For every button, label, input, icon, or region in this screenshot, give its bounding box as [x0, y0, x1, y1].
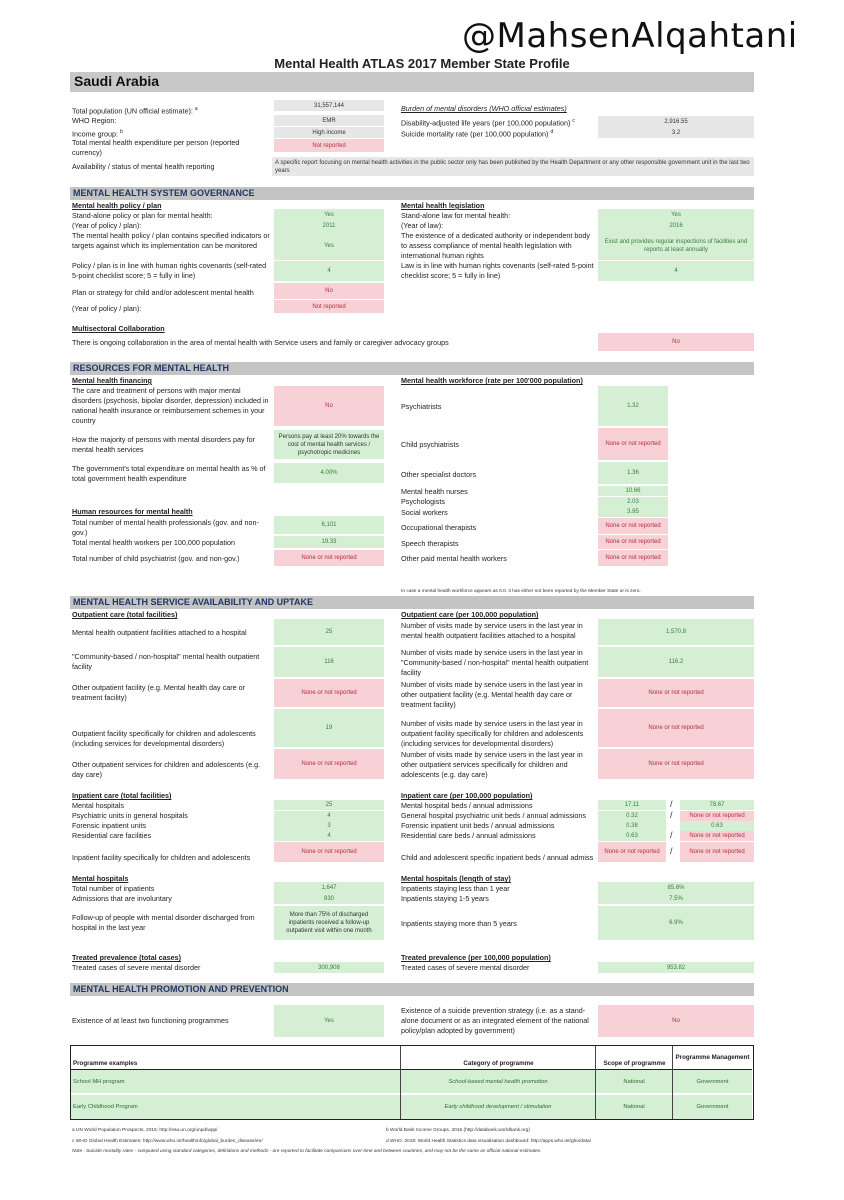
outpatient-rate-value-4: None or not reported [598, 709, 754, 747]
workforce-label-other-paid: Other paid mental health workers [401, 554, 507, 563]
hr-value-3: None or not reported [274, 550, 384, 566]
suicide-strategy-label: Existence of a suicide prevention strategy (i.e. as a stand-alone document or as an integrated element of the national policy/plan adopted by government) [401, 1006, 589, 1035]
hr-value-2: 19.33 [274, 536, 384, 548]
treated-prevalence-heading: Treated prevalence (total cases) [72, 953, 182, 962]
financing-value-2: Persons pay at least 20% towards the cost of mental health services / psychotropic medicines [274, 430, 384, 459]
law-label-2: (Year of law): [401, 221, 444, 230]
workforce-value-social-workers: 3.95 [598, 507, 668, 517]
table-header: Scope of programme [603, 1060, 666, 1067]
outpatient-label-1: Mental health outpatient facilities attached to a hospital [72, 628, 247, 637]
length-of-stay-label-3: Inpatients staying more than 5 years [401, 919, 517, 928]
table-row [71, 1070, 752, 1094]
separator: / [670, 810, 673, 820]
table-row [71, 1095, 752, 1119]
table-divider [595, 1046, 596, 1119]
length-of-stay-value-3: 6.9% [598, 906, 754, 940]
policy-value-5: No [274, 283, 384, 299]
inpatient-label-5: Inpatient facility specifically for children and adolescents [72, 853, 251, 862]
footnote-d: d WHO. 2018: World Health Statistics data visualisation dashboard: http://apps.who.int/gho/data/ [386, 1139, 591, 1144]
inpatient-value-4: 4 [274, 831, 384, 841]
outpatient-label-2: "Community-based / non-hospital" mental health outpatient facility [72, 652, 260, 671]
multisectoral-label: There is ongoing collaboration in the area of mental health with Service users and family or caregiver advocacy groups [72, 338, 449, 347]
table-cell: Government [673, 1070, 752, 1093]
table-divider [400, 1046, 401, 1119]
governance-section: MENTAL HEALTH SYSTEM GOVERNANCE [70, 187, 754, 200]
workforce-label-ot: Occupational therapists [401, 523, 477, 532]
financing-label-3: The government's total expenditure on mental health as % of total government health expenditure [72, 464, 266, 483]
suicide-value: 3.2 [598, 127, 754, 138]
outpatient-rate-label-3: Number of visits made by service users in the last year in other outpatient facility (e.g. Mental health day care or treatment facility) [401, 680, 583, 709]
workforce-value-child-psychiatrists: None or not reported [598, 428, 668, 460]
reporting-value: A specific report focusing on mental health activities in the public sector only has been published by the Health Department or any other responsible government unit in the last two years [272, 157, 754, 176]
workforce-value-speech: None or not reported [598, 535, 668, 549]
inpatient-value-1: 25 [274, 800, 384, 810]
financing-label-1: The care and treatment of persons with major mental disorders (psychosis, bipolar disorder, depression) included in national health insurance or reimbursement schemes in your country [72, 386, 269, 425]
footnote-c: c WHO Global Health Estimates: http://www.who.int/healthinfo/global_burden_disease/en/ [72, 1139, 263, 1144]
outpatient-value-1: 25 [274, 619, 384, 645]
workforce-value-psychologists: 2.03 [598, 497, 668, 507]
inpatient-label-4: Residential care facilities [72, 831, 152, 840]
inpatient-heading: Inpatient care (total facilities) [72, 791, 172, 800]
outpatient-rate-label-4: Number of visits made by service users in the last year in outpatient facility specifically for children and adolescents (including services for developmental disorders) [401, 719, 584, 748]
expenditure-label: Total mental health expenditure per person (reported currency) [72, 138, 240, 157]
promotion-section: MENTAL HEALTH PROMOTION AND PREVENTION [70, 983, 754, 996]
resources-section: RESOURCES FOR MENTAL HEALTH [70, 362, 754, 375]
mental-hospitals-label-3: Follow-up of people with mental disorder discharged from hospital in the last year [72, 913, 255, 932]
suicide-label: Suicide mortality rate (per 100,000 population) $^d$ [401, 129, 554, 139]
table-cell: School MH program [71, 1070, 400, 1093]
outpatient-rate-value-5: None or not reported [598, 749, 754, 779]
inpatient-rate-adm-4: None or not reported [680, 831, 754, 841]
workforce-label-child-psychiatrists: Child psychiatrists [401, 440, 459, 449]
multisectoral-heading: Multisectoral Collaboration [72, 324, 165, 333]
separator: / [670, 830, 673, 840]
policy-label-2: (Year of policy / plan): [72, 221, 142, 230]
table-cell: Early Childhood Program [71, 1095, 400, 1119]
inpatient-rate-beds-5: None or not reported [598, 842, 666, 862]
inpatient-rate-label-1: Mental hospital beds / annual admissions [401, 801, 533, 810]
workforce-heading: Mental health workforce (rate per 100'000 population) [401, 376, 583, 385]
inpatient-value-5: None or not reported [274, 842, 384, 862]
inpatient-rate-adm-3: 0.63 [680, 821, 754, 831]
law-heading: Mental health legislation [401, 201, 485, 210]
table-header: Programme examples [73, 1060, 138, 1067]
policy-label-1: Stand-alone policy or plan for mental health: [72, 211, 213, 220]
hr-label-1: Total number of mental health professionals (gov. and non-gov.) [72, 518, 259, 537]
hr-value-1: 6,101 [274, 516, 384, 534]
programme-table [70, 1045, 754, 1120]
policy-label-6: (Year of policy / plan): [72, 304, 142, 313]
workforce-label-psychiatrists: Psychiatrists [401, 402, 442, 411]
inpatient-rate-label-5: Child and adolescent specific inpatient beds / annual admiss [401, 853, 594, 862]
length-of-stay-label-2: Inpatients staying 1-5 years [401, 894, 489, 903]
inpatient-rate-heading: Inpatient care (per 100,000 population) [401, 791, 533, 800]
treated-prevalence-value: 300,908 [274, 962, 384, 973]
policy-value-6: Not reported [274, 300, 384, 313]
daly-label: Disability-adjusted life years (per 100,000 population) $^c$ [401, 118, 575, 128]
table-cell: National [596, 1095, 672, 1119]
separator: / [670, 846, 673, 856]
treated-prevalence-label: Treated cases of severe mental disorder [72, 963, 201, 972]
financing-label-2: How the majority of persons with mental disorders pay for mental health services [72, 435, 255, 454]
who-region-value: EMR [274, 115, 384, 126]
law-value-3: Exist and provides regular inspections of facilities and reports at least annually [598, 231, 754, 260]
inpatient-rate-beds-1: 17.11 [598, 800, 666, 810]
financing-heading: Mental health financing [72, 376, 152, 385]
population-value: 31,557,144 [274, 100, 384, 111]
outpatient-label-4: Outpatient facility specifically for children and adolescents (including services for developmental disorders) [72, 729, 256, 748]
workforce-value-nurses: 10.66 [598, 486, 668, 496]
treated-prevalence-rate-label: Treated cases of severe mental disorder [401, 963, 530, 972]
law-label-4: Law is in line with human rights covenants (self-rated 5-point checklist score; 5 = fully in line) [401, 261, 594, 280]
law-value-1: Yes [598, 209, 754, 220]
table-divider [672, 1046, 673, 1119]
workforce-label-social-workers: Social workers [401, 508, 448, 517]
mental-hospitals-heading: Mental hospitals [72, 874, 129, 883]
policy-label-3: The mental health policy / plan contains specified indicators or targets against which its implementation can be monitored [72, 231, 270, 250]
inpatient-value-2: 4 [274, 811, 384, 821]
outpatient-rate-value-1: 1,570.8 [598, 619, 754, 645]
policy-value-1: Yes [274, 209, 384, 220]
inpatient-rate-adm-5: None or not reported [680, 842, 754, 862]
inpatient-label-2: Psychiatric units in general hospitals [72, 811, 188, 820]
law-value-4: 4 [598, 261, 754, 281]
policy-label-5: Plan or strategy for child and/or adolescent mental health [72, 288, 254, 297]
workforce-value-psychiatrists: 1.32 [598, 386, 668, 426]
daly-value: 2,916.55 [598, 116, 754, 127]
table-header: Programme Management [675, 1054, 750, 1061]
length-of-stay-value-2: 7.5% [598, 893, 754, 904]
financing-value-1: No [274, 386, 384, 426]
inpatient-rate-beds-3: 0.38 [598, 821, 666, 831]
table-header-row [71, 1046, 752, 1070]
inpatient-rate-adm-2: None or not reported [680, 811, 754, 821]
table-header: Category of programme [463, 1060, 534, 1067]
programmes-label: Existence of at least two functioning programmes [72, 1016, 229, 1025]
footnote-a: a UN World Population Prospects, 2015; http://esa.un.org/unpd/wpp/ [72, 1128, 218, 1133]
workforce-value-other-doctors: 1.36 [598, 462, 668, 484]
inpatient-label-3: Forensic inpatient units [72, 821, 146, 830]
income-label: Income group: $^b$ [72, 129, 123, 139]
mental-hospitals-value-1: 1,647 [274, 882, 384, 893]
programmes-value: Yes [274, 1005, 384, 1037]
outpatient-label-3: Other outpatient facility (e.g. Mental health day care or treatment facility) [72, 683, 245, 702]
law-label-3: The existence of a dedicated authority or independent body to assess compliance of mental health legislation with international human rights [401, 231, 591, 260]
outpatient-rate-label-5: Number of visits made by service users in the last year in other outpatient services specifically for children and adolescents (e.g. day care) [401, 750, 583, 779]
table-cell: School-based mental health promotion [401, 1070, 595, 1093]
workforce-label-psychologists: Psychologists [401, 497, 445, 506]
inpatient-rate-beds-2: 0.32 [598, 811, 666, 821]
table-cell: National [596, 1070, 672, 1093]
outpatient-rate-value-2: 116.2 [598, 647, 754, 677]
outpatient-value-2: 116 [274, 647, 384, 677]
workforce-value-ot: None or not reported [598, 518, 668, 534]
inpatient-rate-adm-1: 78.67 [680, 800, 754, 810]
expenditure-value: Not reported [274, 139, 384, 152]
outpatient-rate-value-3: None or not reported [598, 679, 754, 707]
outpatient-value-3: None or not reported [274, 679, 384, 707]
outpatient-rate-label-2: Number of visits made by service users in the last year in "Community-based / non-hospital" mental health outpatient facility [401, 648, 589, 677]
inpatient-rate-beds-4: 0.63 [598, 831, 666, 841]
inpatient-value-3: 3 [274, 821, 384, 831]
twitter-handle: @MahsenAlqahtani [462, 16, 798, 56]
length-of-stay-heading: Mental hospitals (length of stay) [401, 874, 511, 883]
inpatient-rate-label-2: General hospital psychiatric unit beds / annual admissions [401, 811, 586, 820]
outpatient-value-4: 19 [274, 709, 384, 747]
hr-label-2: Total mental health workers per 100,000 population [72, 538, 236, 547]
page-title: Mental Health ATLAS 2017 Member State Profile [274, 56, 570, 71]
outpatient-value-5: None or not reported [274, 749, 384, 779]
workforce-label-nurses: Mental health nurses [401, 487, 468, 496]
outpatient-heading: Outpatient care (total facilities) [72, 610, 178, 619]
footnote-b: b World Bank Income Groups, 2016 (http://databank.worldbank.org) [386, 1128, 530, 1133]
burden-heading: Burden of mental disorders (WHO official estimates) [401, 104, 567, 113]
outpatient-label-5: Other outpatient services for children and adolescents (e.g. day care) [72, 760, 261, 779]
table-cell: Government [673, 1095, 752, 1119]
law-value-2: 2016 [598, 220, 754, 231]
table-cell: Early childhood development / stimulation [401, 1095, 595, 1119]
law-label-1: Stand-alone law for mental health: [401, 211, 511, 220]
inpatient-label-1: Mental hospitals [72, 801, 124, 810]
mental-hospitals-value-2: 830 [274, 893, 384, 904]
mental-hospitals-label-1: Total number of inpatients [72, 884, 155, 893]
workforce-note: In case a mental health workforce appears as 0.0, it has either not been reported by the Member State or is zero. [401, 589, 641, 594]
mental-hospitals-value-3: More than 75% of discharged inpatients received a follow-up outpatient visit within one month [274, 906, 384, 940]
policy-value-4: 4 [274, 261, 384, 281]
workforce-label-other-doctors: Other specialist doctors [401, 470, 477, 479]
multisectoral-value: No [598, 333, 754, 351]
who-region-label: WHO Region: [72, 116, 117, 125]
treated-prevalence-rate-value: 953.82 [598, 962, 754, 973]
policy-label-4: Policy / plan is in line with human rights covenants (self-rated 5-point checklist score; 5 = fully in line) [72, 261, 267, 280]
policy-value-2: 2011 [274, 220, 384, 231]
mental-hospitals-label-2: Admissions that are involuntary [72, 894, 172, 903]
inpatient-rate-label-3: Forensic inpatient unit beds / annual admissions [401, 821, 555, 830]
country-banner: Saudi Arabia [70, 72, 754, 92]
population-label: Total population (UN official estimate): $^a$ [72, 106, 198, 116]
inpatient-rate-label-4: Residential care beds / annual admissions [401, 831, 536, 840]
financing-value-3: 4.00% [274, 463, 384, 483]
treated-prevalence-rate-heading: Treated prevalence (per 100,000 population) [401, 953, 551, 962]
services-section: MENTAL HEALTH SERVICE AVAILABILITY AND UPTAKE [70, 596, 754, 609]
length-of-stay-value-1: 85.6% [598, 882, 754, 893]
hr-heading: Human resources for mental health [72, 507, 193, 516]
workforce-label-speech: Speech therapists [401, 539, 459, 548]
hr-label-3: Total number of child psychiatrist (gov. and non-gov.) [72, 554, 240, 563]
workforce-value-other-paid: None or not reported [598, 550, 668, 566]
separator: / [670, 799, 673, 809]
policy-value-3: Yes [274, 231, 384, 260]
policy-heading: Mental health policy / plan [72, 201, 162, 210]
suicide-strategy-value: No [598, 1005, 754, 1037]
income-value: High income [274, 127, 384, 138]
outpatient-rate-label-1: Number of visits made by service users in the last year in mental health outpatient facilities attached to a hospital [401, 621, 583, 640]
length-of-stay-label-1: Inpatients staying less than 1 year [401, 884, 510, 893]
reporting-label: Availability / status of mental health reporting [72, 162, 215, 171]
footnote-note: Note : Suicide mortality rates - computed using standard categories, definitions and methods - are reported to facilitate comparisons over time and between countries, and may not be the same as official national estimates. [72, 1149, 542, 1154]
outpatient-rate-heading: Outpatient care (per 100,000 population) [401, 610, 539, 619]
